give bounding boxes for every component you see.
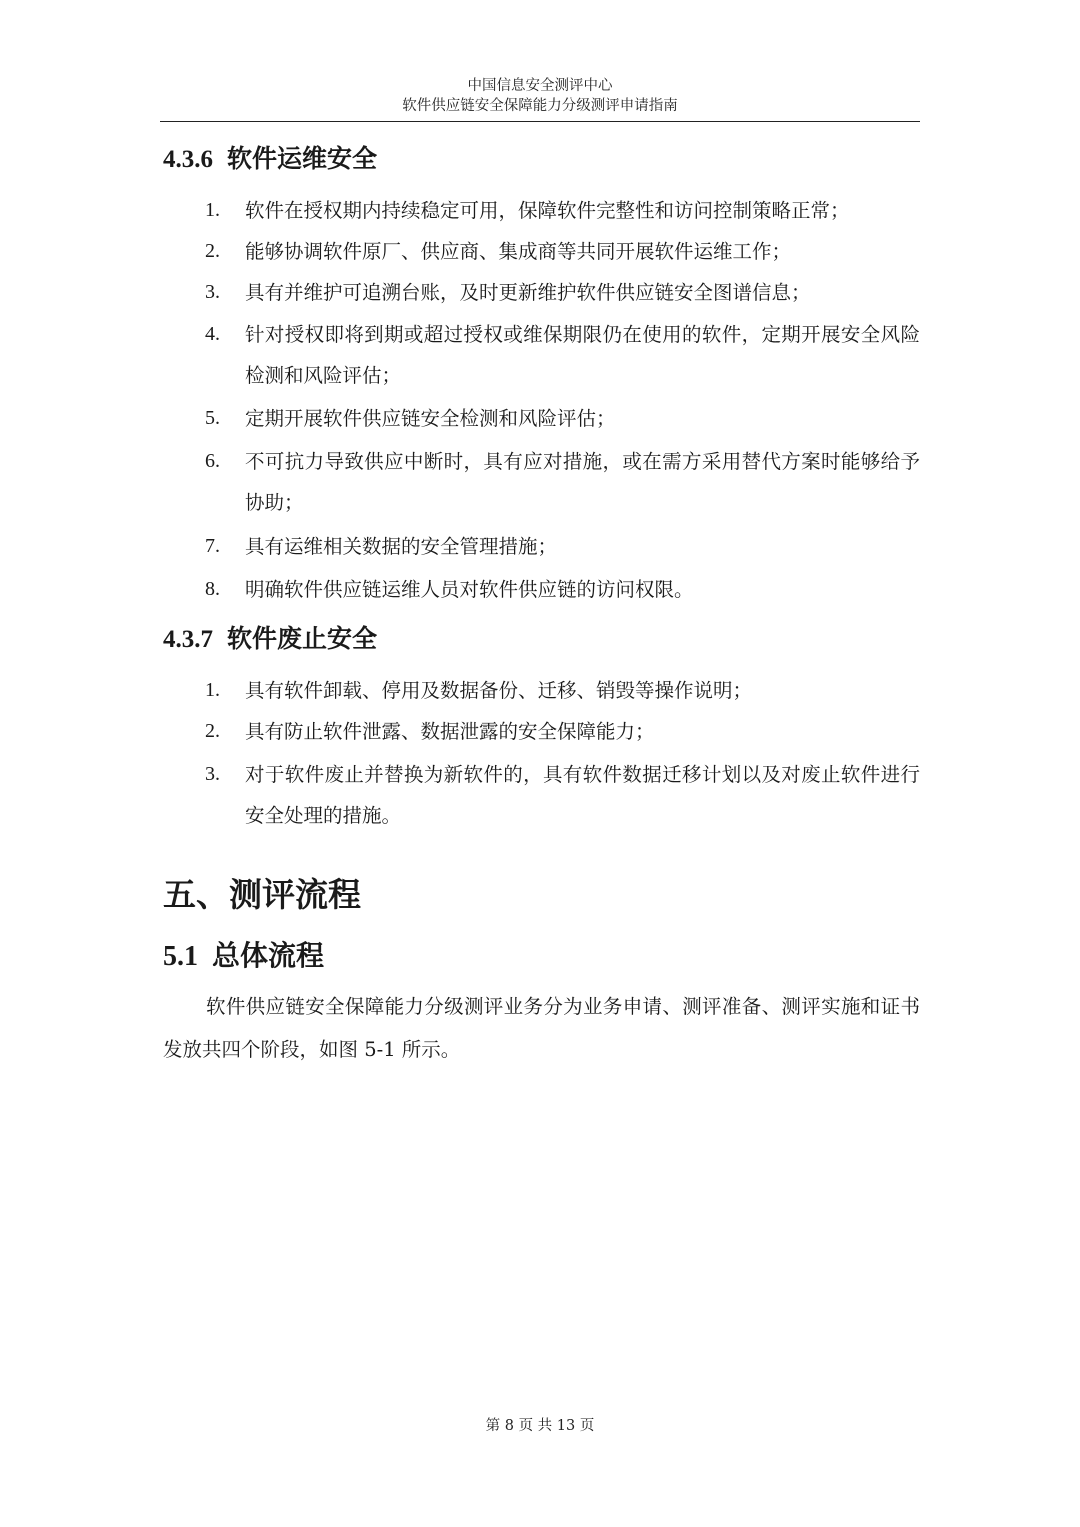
list-item	[205, 231, 920, 272]
list-item-number: 3.	[205, 281, 220, 303]
list-item-number: 5.	[205, 407, 220, 429]
list-item	[205, 569, 920, 610]
list-item	[205, 711, 920, 752]
section-51-number: 5.1	[163, 941, 198, 972]
header-doc-title: 软件供应链安全保障能力分级测评申请指南	[402, 98, 678, 114]
list-item-number: 7.	[205, 535, 220, 557]
list-item	[205, 272, 920, 313]
list-item-number: 1.	[205, 679, 220, 701]
list-item	[205, 526, 920, 567]
list-item-text: 能够协调软件原厂、供应商、集成商等共同开展软件运维工作；	[245, 240, 792, 263]
header-divider	[160, 121, 920, 122]
list-item-text: 定期开展软件供应链安全检测和风险评估；	[245, 407, 616, 430]
section-436-number: 4.3.6	[163, 146, 213, 173]
section-51-paragraph: 软件供应链安全保障能力分级测评业务分为业务申请、测评准备、测评实施和证书发放共四个阶段，如图 5-1 所示。	[163, 995, 920, 1061]
list-item	[205, 670, 920, 711]
section-437-title: 软件废止安全	[227, 624, 378, 653]
list-item	[205, 190, 920, 231]
list-item-number: 2.	[205, 240, 220, 262]
list-item-text: 对于软件废止并替换为新软件的，具有软件数据迁移计划以及对废止软件进行安全处理的措施。	[245, 763, 920, 827]
page-header	[160, 76, 920, 116]
section-436-title: 软件运维安全	[227, 144, 378, 173]
section-51-title: 总体流程	[212, 939, 325, 972]
section-436-heading	[163, 143, 377, 176]
list-item-number: 1.	[205, 199, 220, 221]
list-item-text: 不可抗力导致供应中断时，具有应对措施，或在需方采用替代方案时能够给予协助；	[245, 450, 920, 514]
list-item-text: 具有并维护可追溯台账，及时更新维护软件供应链安全图谱信息；	[245, 281, 811, 304]
list-item-text: 针对授权即将到期或超过授权或维保期限仍在使用的软件，定期开展安全风险检测和风险评估；	[245, 323, 920, 387]
list-item-text: 具有运维相关数据的安全管理措施；	[245, 535, 558, 558]
list-item-text: 具有软件卸载、停用及数据备份、迁移、销毁等操作说明；	[245, 679, 753, 702]
list-item-number: 2.	[205, 720, 220, 742]
list-item-text: 明确软件供应链运维人员对软件供应链的访问权限。	[245, 578, 694, 601]
list-item-number: 4.	[205, 323, 220, 345]
list-item	[205, 314, 920, 396]
section-437-heading	[163, 623, 377, 656]
list-item-number: 8.	[205, 578, 220, 600]
chapter-5-heading: 五、测评流程	[163, 875, 361, 914]
page-footer: 第 8 页 共 13 页	[485, 1418, 595, 1434]
list-item-number: 6.	[205, 450, 220, 472]
list-item	[205, 441, 920, 523]
section-437-number: 4.3.7	[163, 626, 213, 653]
list-item	[205, 398, 920, 439]
section-51-heading	[163, 938, 324, 975]
list-item-number: 3.	[205, 763, 220, 785]
list-item-text: 具有防止软件泄露、数据泄露的安全保障能力；	[245, 720, 655, 743]
list-item	[205, 754, 920, 836]
list-item-text: 软件在授权期内持续稳定可用，保障软件完整性和访问控制策略正常；	[245, 199, 850, 222]
header-org: 中国信息安全测评中心	[467, 78, 613, 94]
